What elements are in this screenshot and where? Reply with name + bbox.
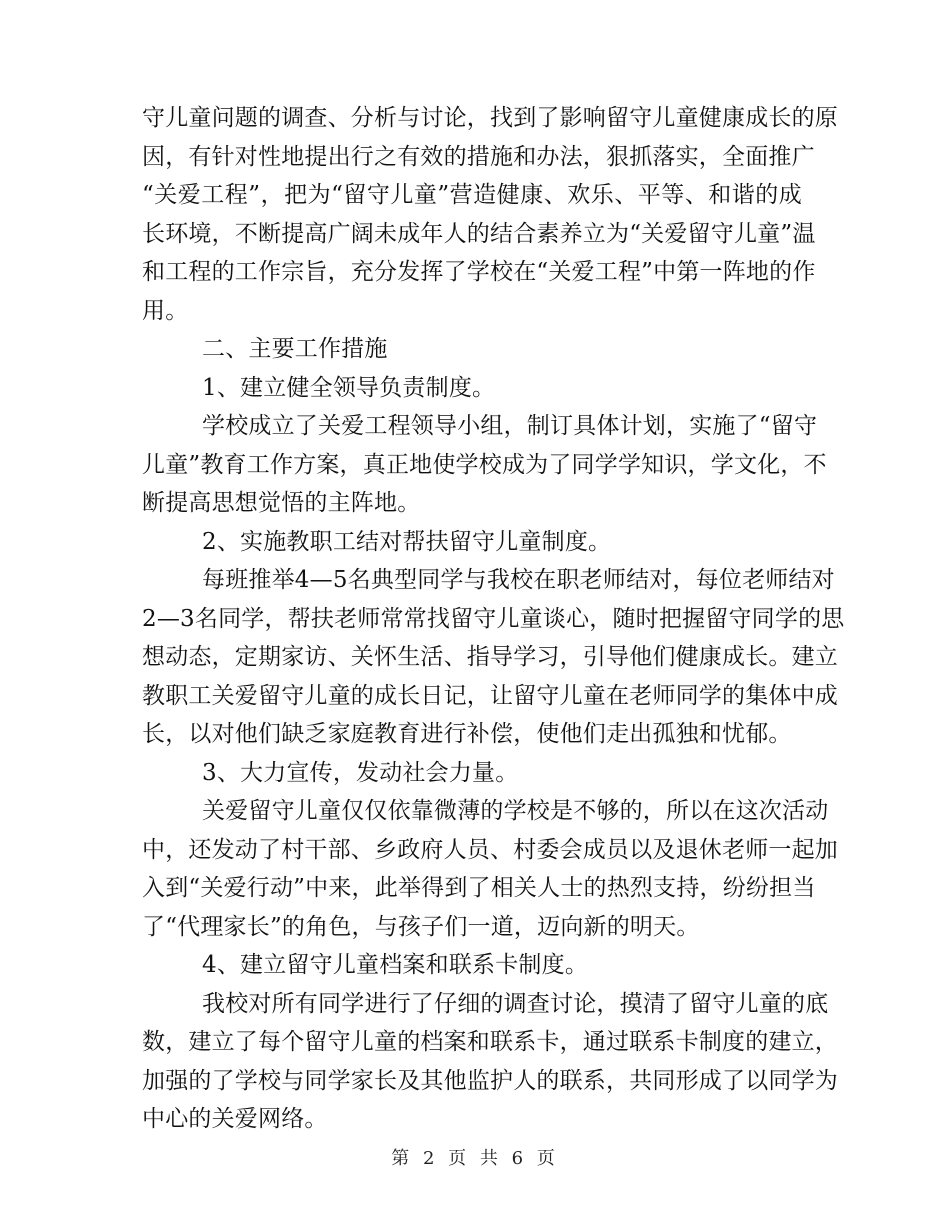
paragraph-line: 中，还发动了村干部、乡政府人员、村委会成员以及退休老师一起加 <box>142 836 838 863</box>
subsection-heading: 1、建立健全领导负责制度。 <box>202 374 496 401</box>
paragraph-line: 2—3名同学，帮扶老师常常找留守儿童谈心，随时把握留守同学的思 <box>142 605 845 632</box>
paragraph-line: 用。 <box>142 297 189 324</box>
paragraph-line: 儿童”教育工作方案，真正地使学校成为了同学学知识，学文化，不 <box>142 451 827 478</box>
paragraph-line: 长环境，不断提高广阔未成年人的结合素养立为“关爱留守儿童”温 <box>142 220 816 247</box>
paragraph-line: 数，建立了每个留守儿童的档案和联系卡，通过联系卡制度的建立， <box>142 1029 838 1055</box>
subsection-heading: 4、建立留守儿童档案和联系卡制度。 <box>202 952 589 978</box>
paragraph-line: 入到“关爱行动”中来，此举得到了相关人士的热烈支持，纷纷担当 <box>142 875 816 901</box>
paragraph-line: 长，以对他们缺乏家庭教育进行补偿，使他们走出孤独和忧郁。 <box>142 721 792 747</box>
paragraph-line: 中心的关爱网络。 <box>142 1106 328 1132</box>
paragraph-line: 守儿童问题的调查、分析与讨论，找到了影响留守儿童健康成长的原 <box>142 105 838 131</box>
paragraph-line: 因，有针对性地提出行之有效的措施和办法，狠抓落实，全面推广 <box>142 143 815 170</box>
paragraph-line: 和工程的工作宗旨，充分发挥了学校在“关爱工程”中第一阵地的作 <box>142 259 816 285</box>
subsection-heading: 3、大力宣传，发动社会力量。 <box>202 759 519 786</box>
page-footer: 第 2 页 共 6 页 <box>391 1148 559 1169</box>
section-heading: 二、主要工作措施 <box>202 336 388 362</box>
subsection-heading: 2、实施教职工结对帮扶留守儿童制度。 <box>202 528 612 555</box>
paragraph-line: 想动态，定期家访、关怀生活、指导学习，引导他们健康成长。建立 <box>142 644 838 670</box>
paragraph-line: 每班推举4—5名典型同学与我校在职老师结对，每位老师结对 <box>202 567 835 593</box>
paragraph-line: 关爱留守儿童仅仅依靠微薄的学校是不够的，所以在这次活动 <box>202 798 829 824</box>
paragraph-line: 了“代理家长”的角色，与孩子们一道，迈向新的明天。 <box>142 913 700 940</box>
document-body <box>142 99 845 1139</box>
paragraph-line: 学校成立了关爱工程领导小组，制订具体计划，实施了“留守 <box>202 413 818 439</box>
paragraph-line: 断提高思想觉悟的主阵地。 <box>142 490 421 516</box>
paragraph-line: 我校对所有同学进行了仔细的调查讨论，摸清了留守儿童的底 <box>202 990 829 1017</box>
paragraph-line: 教职工关爱留守儿童的成长日记，让留守儿童在老师同学的集体中成 <box>142 682 838 709</box>
paragraph-line: 加强的了学校与同学家长及其他监护人的联系，共同形成了以同学为 <box>142 1067 838 1094</box>
paragraph-line: “关爱工程”，把为“留守儿童”营造健康、欢乐、平等、和谐的成 <box>142 182 802 208</box>
